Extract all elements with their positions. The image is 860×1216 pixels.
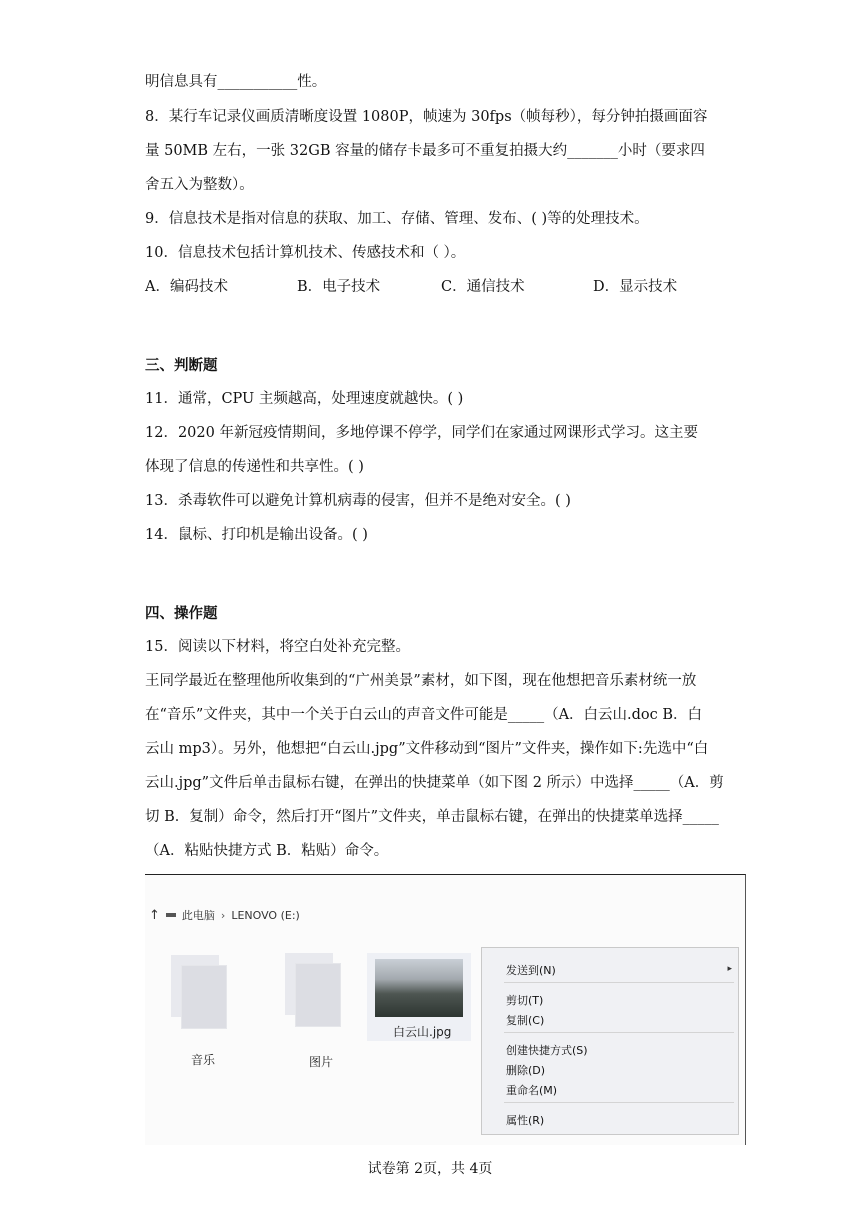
- q10: 10．信息技术包括计算机技术、传感技术和（ ）。: [145, 245, 466, 261]
- file-label: 白云山.jpg: [393, 1025, 452, 1039]
- q13: 13．杀毒软件可以避免计算机病毒的侵害，但并不是绝对安全。( ): [145, 493, 571, 509]
- context-menu: [481, 947, 739, 1135]
- folder-pictures-label: 图片: [309, 1055, 334, 1069]
- q15-para-line3: 云山 mp3）。另外，他想把“白云山.jpg”文件移动到“图片”文件夹，操作如下:先选中“白: [145, 741, 709, 757]
- q15-para-line5: 切 B．复制）命令，然后打开“图片”文件夹，单击鼠标右键，在弹出的快捷菜单选择_____: [145, 809, 719, 825]
- q8-line3: 舍五入为整数）。: [145, 177, 254, 193]
- q10-option-d: D．显示技术: [593, 279, 678, 295]
- menu-item-cut[interactable]: 剪切(T): [506, 994, 544, 1007]
- menu-item-delete[interactable]: 删除(D): [506, 1064, 546, 1077]
- q15-para-line6: （A．粘贴快捷方式 B．粘贴）命令。: [145, 843, 389, 859]
- address-bar: [149, 905, 300, 925]
- submenu-arrow-icon: ▸: [727, 964, 732, 974]
- q11: 11．通常，CPU 主频越高，处理速度就越快。( ): [145, 391, 464, 407]
- section4-title: 四、操作题: [145, 605, 218, 622]
- q10-options: [145, 277, 677, 297]
- q12-line1: 12．2020 年新冠疫情期间，多地停课不停学，同学们在家通过网课形式学习。这主要: [145, 425, 698, 441]
- image-thumbnail: [375, 959, 463, 1017]
- menu-item-send-to[interactable]: 发送到(N): [506, 964, 556, 977]
- q15: 15．阅读以下材料，将空白处补充完整。: [145, 639, 410, 655]
- q10-option-a: A．编码技术: [145, 279, 228, 295]
- q8-line1: 8．某行车记录仪画质清晰度设置 1080P，帧速为 30fps（帧每秒），每分钟拍摄画面容: [145, 109, 708, 125]
- menu-divider: [504, 982, 734, 983]
- q15-para-line1: 王同学最近在整理他所收集到的“广州美景”素材，如下图，现在他想把音乐素材统一放: [145, 673, 697, 689]
- drive-icon: [166, 913, 176, 917]
- folder-music-label: 音乐: [191, 1053, 216, 1067]
- file-baiyunshan-jpg[interactable]: [367, 953, 471, 1041]
- q8-line2: 量 50MB 左右，一张 32GB 容量的储存卡最多可不重复拍摄大约_______小时（要求四: [145, 143, 705, 159]
- breadcrumb-drive[interactable]: LENOVO (E:): [231, 908, 300, 922]
- q10-option-b: B．电子技术: [297, 279, 381, 295]
- section3-title: 三、判断题: [145, 357, 218, 374]
- menu-divider: [504, 1032, 734, 1033]
- q7-tail: 明信息具有___________性。: [145, 74, 327, 90]
- q15-para-line4: 云山.jpg”文件后单击鼠标右键，在弹出的快捷菜单（如下图 2 所示）中选择_____（A．剪: [145, 775, 724, 791]
- up-arrow-icon[interactable]: ↑: [149, 907, 160, 923]
- q10-option-c: C．通信技术: [441, 279, 525, 295]
- breadcrumb-separator: ›: [220, 908, 226, 922]
- menu-item-rename[interactable]: 重命名(M): [506, 1084, 558, 1097]
- menu-divider: [504, 1102, 734, 1103]
- q15-para-line2: 在“音乐”文件夹，其中一个关于白云山的声音文件可能是_____（A．白云山.doc B．白: [145, 707, 703, 723]
- q9: 9．信息技术是指对信息的获取、加工、存储、管理、发布、( )等的处理技术。: [145, 211, 649, 227]
- q14: 14．鼠标、打印机是输出设备。( ): [145, 527, 368, 543]
- q12-line2: 体现了信息的传递性和共享性。( ): [145, 459, 364, 475]
- menu-item-copy[interactable]: 复制(C): [506, 1014, 545, 1027]
- explorer-screenshot: [145, 874, 746, 1145]
- page-footer: 试卷第 2页，共 4页: [367, 1161, 493, 1177]
- breadcrumb-this-pc[interactable]: 此电脑: [181, 909, 215, 922]
- menu-item-create-shortcut[interactable]: 创建快捷方式(S): [506, 1044, 588, 1057]
- menu-item-properties[interactable]: 属性(R): [506, 1114, 545, 1127]
